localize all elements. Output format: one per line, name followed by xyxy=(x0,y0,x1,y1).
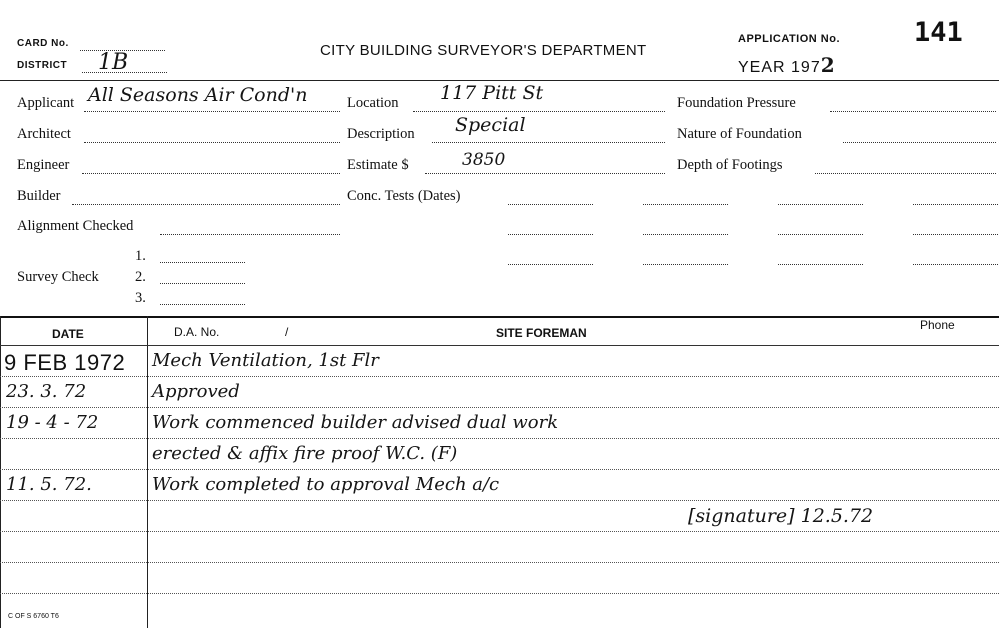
entry-text: erected & affix fire proof W.C. (F) xyxy=(152,443,458,464)
ruled-line xyxy=(0,438,999,439)
conc-line xyxy=(643,234,728,235)
depth-footings-line xyxy=(815,173,996,174)
location-line xyxy=(413,111,665,112)
conc-line xyxy=(643,204,728,205)
location-value: 117 Pitt St xyxy=(440,82,544,104)
log-top-rule xyxy=(0,316,999,318)
foundation-pressure-label: Foundation Pressure xyxy=(677,95,796,111)
survey-num-3: 3. xyxy=(135,290,146,306)
log-left-border xyxy=(0,316,1,628)
ruled-line xyxy=(0,469,999,470)
application-no: 141 xyxy=(914,17,963,48)
foundation-pressure-line xyxy=(830,111,996,112)
estimate-label: Estimate $ xyxy=(347,157,409,173)
applicant-line xyxy=(84,111,340,112)
description-value: Special xyxy=(455,114,526,136)
page-title: CITY BUILDING SURVEYOR'S DEPARTMENT xyxy=(320,42,647,59)
ruled-line xyxy=(0,376,999,377)
conc-line xyxy=(508,264,593,265)
survey-check-label: Survey Check xyxy=(17,269,99,285)
footer-code: C OF S 6760 T6 xyxy=(8,613,59,620)
location-label: Location xyxy=(347,95,399,111)
architect-line xyxy=(84,142,340,143)
entry-date: 11. 5. 72. xyxy=(6,474,92,495)
district-label: DISTRICT xyxy=(17,60,68,71)
phone-header: Phone xyxy=(920,318,955,332)
year-label xyxy=(738,53,836,77)
ruled-line xyxy=(0,562,999,563)
year-prefix: YEAR 197 xyxy=(738,59,821,76)
alignment-line xyxy=(160,234,340,235)
application-no-label: APPLICATION No. xyxy=(738,33,841,45)
engineer-line xyxy=(82,173,340,174)
conc-line xyxy=(778,204,863,205)
entry-text: Mech Ventilation, 1st Flr xyxy=(152,350,379,371)
alignment-label: Alignment Checked xyxy=(17,218,134,234)
architect-label: Architect xyxy=(17,126,71,142)
description-label: Description xyxy=(347,126,415,142)
conc-line xyxy=(778,264,863,265)
builder-line xyxy=(72,204,340,205)
card-no-label: CARD No. xyxy=(17,38,69,49)
da-header: D.A. No. xyxy=(174,325,220,339)
entry-date: 23. 3. 72 xyxy=(6,381,87,402)
entry-date: 19 - 4 - 72 xyxy=(6,412,99,433)
description-line xyxy=(432,142,665,143)
estimate-line xyxy=(425,173,665,174)
signature-entry: [signature] 12.5.72 xyxy=(688,505,874,527)
date-header: DATE xyxy=(52,327,84,341)
applicant-value: All Seasons Air Cond'n xyxy=(88,84,308,106)
depth-footings-label: Depth of Footings xyxy=(677,157,783,173)
entry-date-stamp: 9 FEB 1972 xyxy=(4,350,126,375)
ruled-line xyxy=(0,500,999,501)
header-row-rule xyxy=(0,345,999,346)
log-column-divider xyxy=(147,316,148,628)
applicant-label: Applicant xyxy=(17,95,75,111)
entry-text: Work commenced builder advised dual work xyxy=(152,412,559,433)
survey-line-2 xyxy=(160,283,245,284)
engineer-label: Engineer xyxy=(17,157,70,173)
survey-num-1: 1. xyxy=(135,248,146,264)
top-rule xyxy=(0,80,999,81)
year-suffix: 2 xyxy=(820,53,836,77)
nature-foundation-line xyxy=(843,142,996,143)
conc-line xyxy=(913,234,998,235)
ruled-line xyxy=(0,593,999,594)
conc-line xyxy=(508,234,593,235)
survey-num-2: 2. xyxy=(135,269,146,285)
entry-text: Work completed to approval Mech a/c xyxy=(152,474,500,495)
entry-text: Approved xyxy=(152,381,240,402)
conc-tests-label: Conc. Tests (Dates) xyxy=(347,188,461,204)
ruled-line xyxy=(0,407,999,408)
conc-line xyxy=(778,234,863,235)
ruled-line xyxy=(0,531,999,532)
nature-foundation-label: Nature of Foundation xyxy=(677,126,802,142)
site-foreman-header: SITE FOREMAN xyxy=(496,326,587,340)
conc-line xyxy=(913,204,998,205)
district-value: 1B xyxy=(98,50,129,75)
da-slash: / xyxy=(285,325,289,339)
survey-line-3 xyxy=(160,304,245,305)
conc-line xyxy=(643,264,728,265)
survey-line-1 xyxy=(160,262,245,263)
builder-label: Builder xyxy=(17,188,61,204)
conc-line xyxy=(508,204,593,205)
estimate-value: 3850 xyxy=(462,150,506,170)
conc-line xyxy=(913,264,998,265)
